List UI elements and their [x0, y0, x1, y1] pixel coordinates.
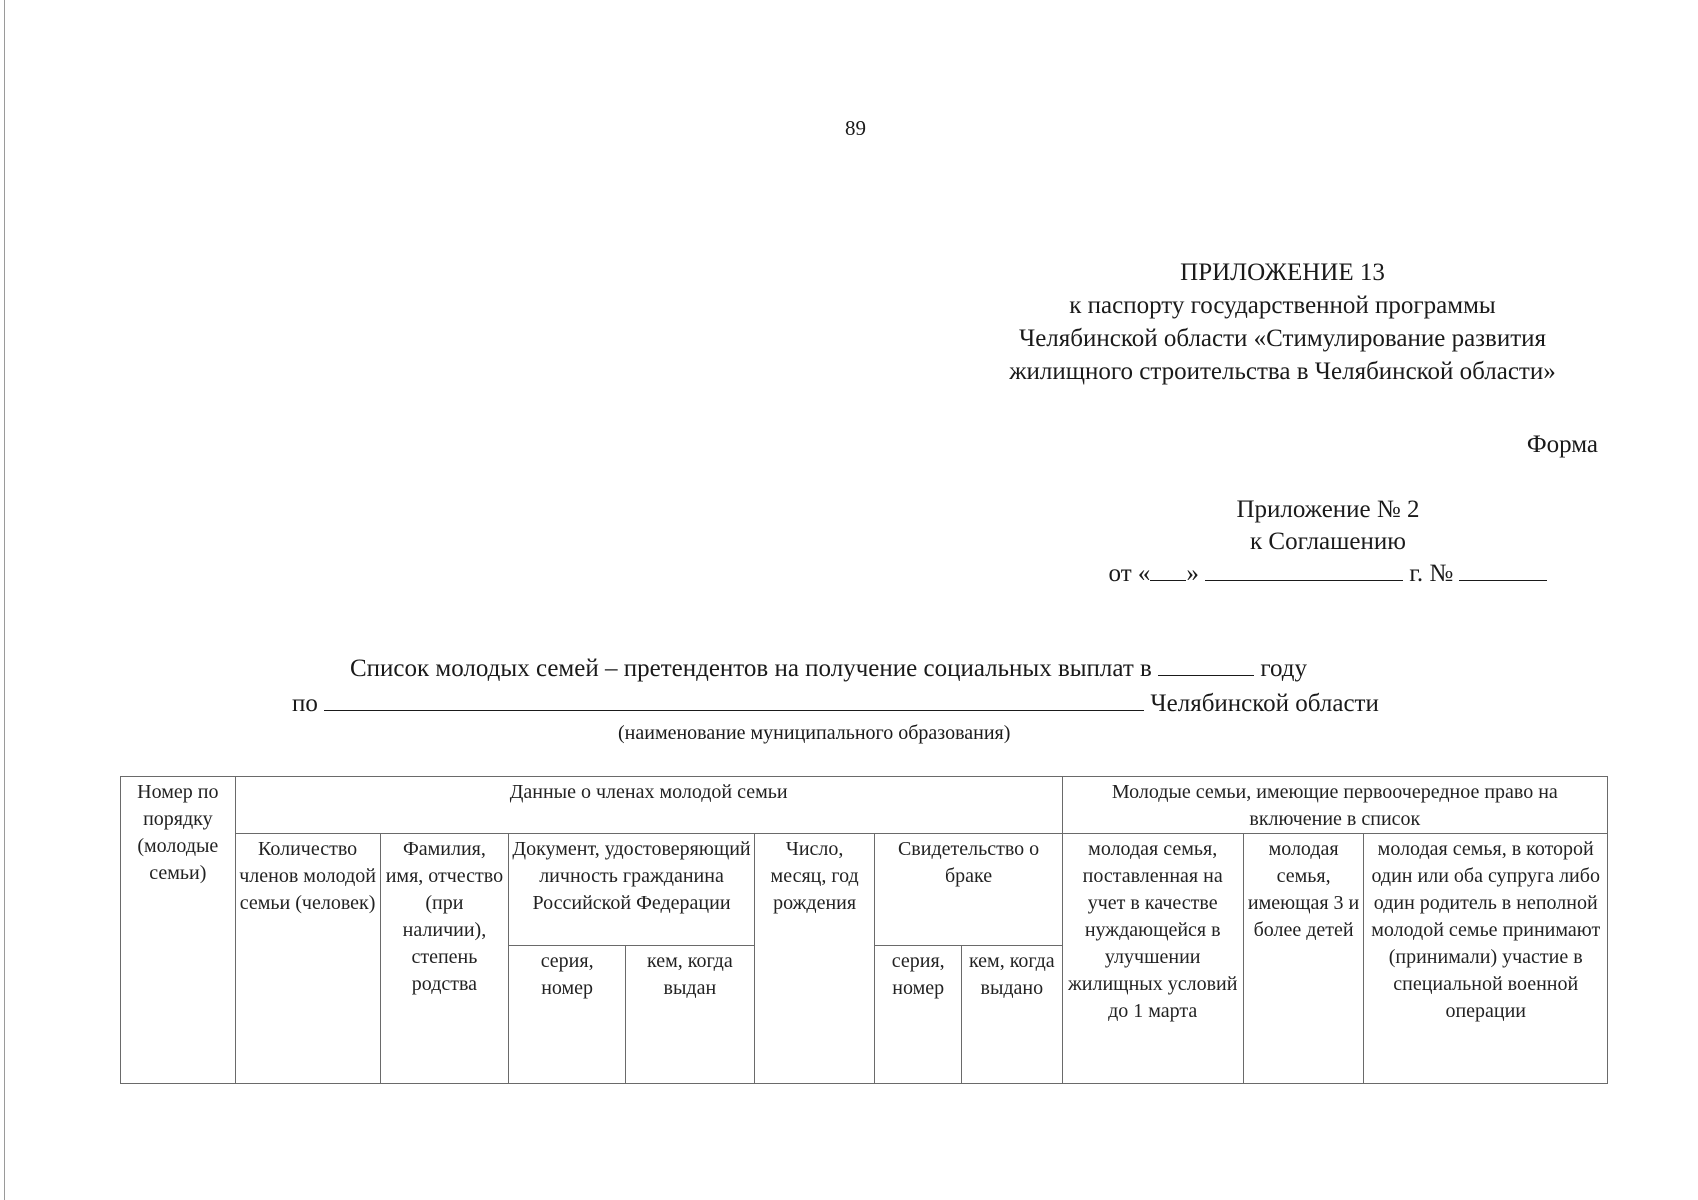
members-count-header: Количество членов молодой семьи (человек)	[235, 834, 380, 1084]
municipality-blank	[324, 690, 1144, 711]
family-list-table	[120, 776, 1608, 1084]
family-data-header: Данные о членах молодой семьи	[235, 777, 1062, 834]
marriage-certificate-header: Свидетельство о браке	[875, 834, 1062, 946]
list-title-text: Список молодых семей – претендентов на получение социальных выплат в	[350, 655, 1152, 682]
appendix-title: ПРИЛОЖЕНИЕ 13	[1180, 259, 1385, 286]
page-number: 89	[845, 116, 866, 140]
appendix-line: к паспорту государственной программы	[1069, 292, 1496, 319]
form-label: Форма	[1526, 431, 1598, 458]
agreement-header	[1088, 494, 1568, 590]
priority-three-children-header: молодая семья, имеющая 3 и более детей	[1243, 834, 1364, 1084]
month-blank	[1205, 560, 1403, 581]
priority-registered-header: молодая семья, поставленная на учет в качестве нуждающейся в улучшении жилищных условий до 1 марта	[1062, 834, 1243, 1084]
line2-suffix: Челябинской области	[1150, 690, 1379, 717]
agreement-date-line	[1088, 558, 1568, 590]
agreement-title: Приложение № 2	[1236, 496, 1420, 523]
doc-issued-header: кем, когда выдан	[625, 946, 754, 1084]
identity-document-header: Документ, удостоверяющий личность гражданина Российской Федерации	[509, 834, 754, 946]
day-blank	[1150, 560, 1186, 581]
birth-date-header: Число, месяц, год рождения	[754, 834, 875, 1084]
list-title	[350, 655, 1307, 683]
number-header: Номер по порядку (молодые семьи)	[121, 777, 236, 1084]
priority-military-header: молодая семья, в которой один или оба супруга либо один родитель в неполной молодой семье принимают (принимали) участие в специальной военной операции	[1364, 834, 1608, 1084]
date-prefix: от «	[1108, 560, 1151, 587]
full-name-header: Фамилия, имя, отчество (при наличии), степень родства	[380, 834, 509, 1084]
scan-edge-line	[4, 0, 5, 1200]
priority-header: Молодые семьи, имеющие первоочередное право на включение в список	[1062, 777, 1607, 834]
list-title-suffix: году	[1260, 655, 1307, 682]
appendix-header	[960, 256, 1605, 388]
cert-issued-header: кем, когда выдано	[961, 946, 1062, 1084]
municipality-caption: (наименование муниципального образования)	[618, 722, 1011, 744]
agreement-subtitle: к Соглашению	[1250, 528, 1406, 555]
list-municipality-line	[292, 690, 1379, 718]
number-blank	[1459, 560, 1547, 581]
appendix-line: Челябинской области «Стимулирование развития	[1018, 325, 1547, 352]
cert-series-header: серия, номер	[875, 946, 962, 1084]
year-blank	[1158, 655, 1254, 676]
appendix-line: жилищного строительства в Челябинской области»	[1009, 358, 1556, 385]
doc-series-header: серия, номер	[509, 946, 626, 1084]
date-year: г. №	[1409, 560, 1454, 587]
date-mid: »	[1186, 560, 1199, 587]
line2-prefix: по	[292, 690, 318, 717]
